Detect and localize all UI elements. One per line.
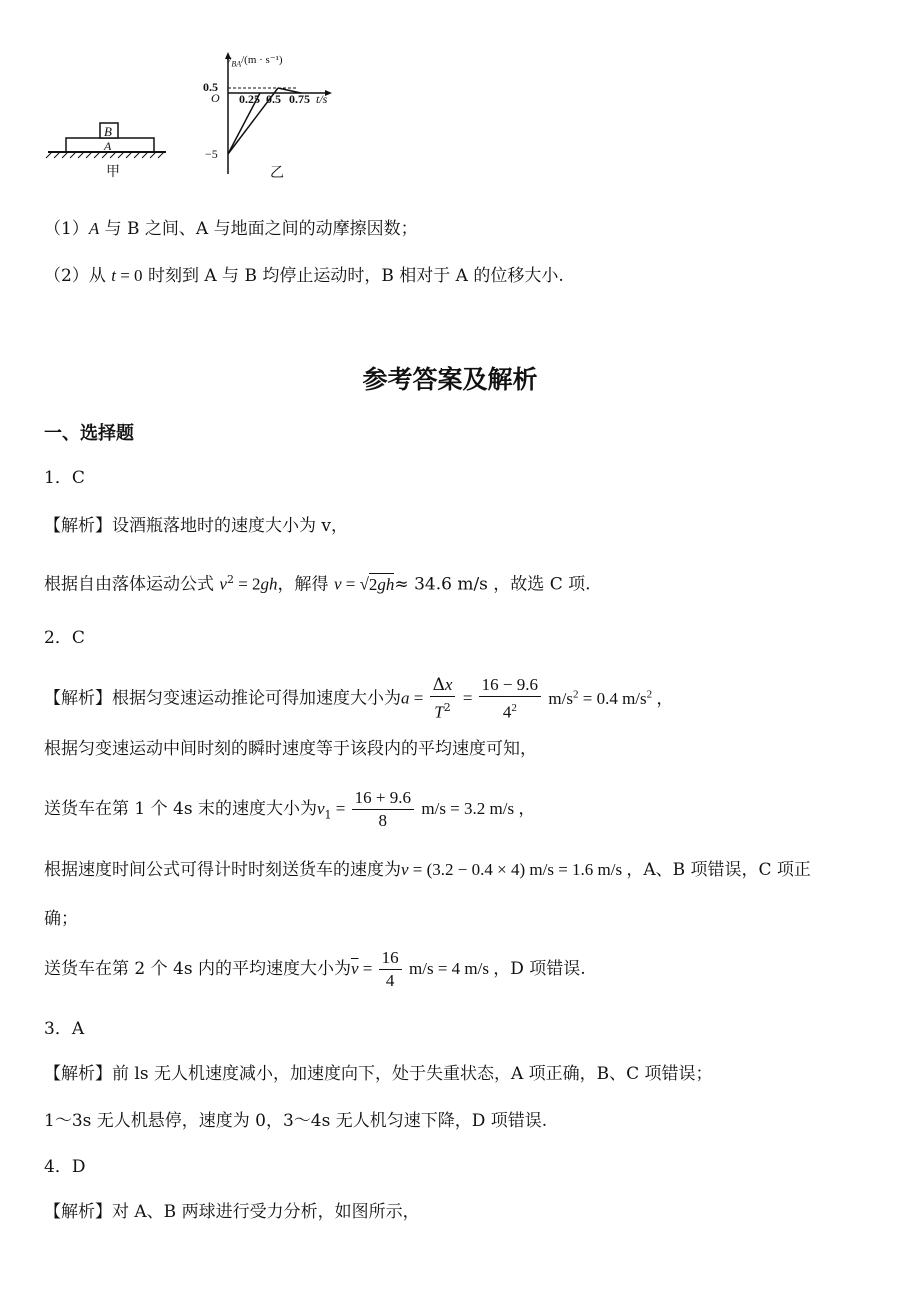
- origin-label: O: [211, 91, 220, 105]
- answer-2-line-2: 根据匀变速运动中间时刻的瞬时速度等于该段内的平均速度可知，: [44, 739, 537, 759]
- answer-3-line-1: 【解析】前 ls 无人机速度减小，加速度向下，处于失重状态，A 项正确，B、C 项错误；: [44, 1064, 713, 1084]
- answer-2-line-1: 【解析】根据匀变速运动推论可得加速度大小为a = $\frac{\Delta x}{T^2}$ = $\frac{16 - 9.6}{4^2}$ $m/s^2 = 0.4$ $m/s^2$ ，: [44, 675, 674, 722]
- tick-neg5: −5: [205, 147, 218, 161]
- xtick-075: 0.75: [289, 92, 310, 106]
- answer-1-line-2: 根据自由落体运动公式 $v^2 = 2gh$，解得 v = √2gh≈ 34.6 m/s ，故选 C 项.: [44, 573, 591, 595]
- answer-1-line-1: 【解析】设酒瓶落地时的速度大小为 v，: [44, 516, 349, 536]
- answer-2-line-4: 根据速度时间公式可得计时时刻送货车的速度为v = (3.2 − 0.4 × 4) m/s = 1.6 m/s ，A、B 项错误，C 项正: [44, 860, 811, 880]
- caption-yi: 乙: [270, 165, 284, 181]
- answer-2-line-3: 送货车在第 1 个 4s 末的速度大小为$v_1$ = $\frac{16 + 9.6}{8}$ m/s = 3.2 m/s ，: [44, 788, 536, 830]
- caption-jia: 甲: [106, 164, 120, 180]
- section-heading: 一、选择题: [44, 423, 134, 444]
- xtick-05: 0.5: [266, 92, 281, 106]
- answer-3-line-2: 1～3s 无人机悬停，速度为 0，3～4s 无人机匀速下降，D 项错误.: [44, 1111, 548, 1131]
- axis-y-label: $v_{BA}/(m \cdot s^{-1})$: [226, 52, 283, 69]
- answer-1-number: 1．C: [44, 468, 85, 488]
- tick-05: 0.5: [203, 80, 218, 94]
- xtick-025: 0.25: [239, 92, 260, 106]
- answer-2-line-6: 送货车在第 2 个 4s 内的平均速度大小为$\overline{v}$ = $\frac{16}{4}$ m/s = 4 m/s ，D 项错误.: [44, 948, 586, 990]
- answers-title: 参考答案及解析: [362, 365, 538, 394]
- answer-2-number: 2．C: [44, 628, 85, 648]
- question-2: （2）从 t = 0 时刻到 A 与 B 均停止运动时，B 相对于 A 的位移大小.: [44, 266, 564, 286]
- answer-3-number: 3．A: [44, 1019, 85, 1039]
- question-1: （1）A 与 B 之间、A 与地面之间的动摩擦因数；: [44, 219, 418, 239]
- label-a: A: [104, 139, 112, 153]
- answer-4-number: 4．D: [44, 1157, 86, 1177]
- label-b: B: [104, 124, 112, 139]
- answer-4-line-1: 【解析】对 A、B 两球进行受力分析，如图所示，: [44, 1202, 420, 1222]
- answer-2-line-5: 确；: [44, 909, 78, 929]
- axis-x-label: t/s: [316, 92, 328, 106]
